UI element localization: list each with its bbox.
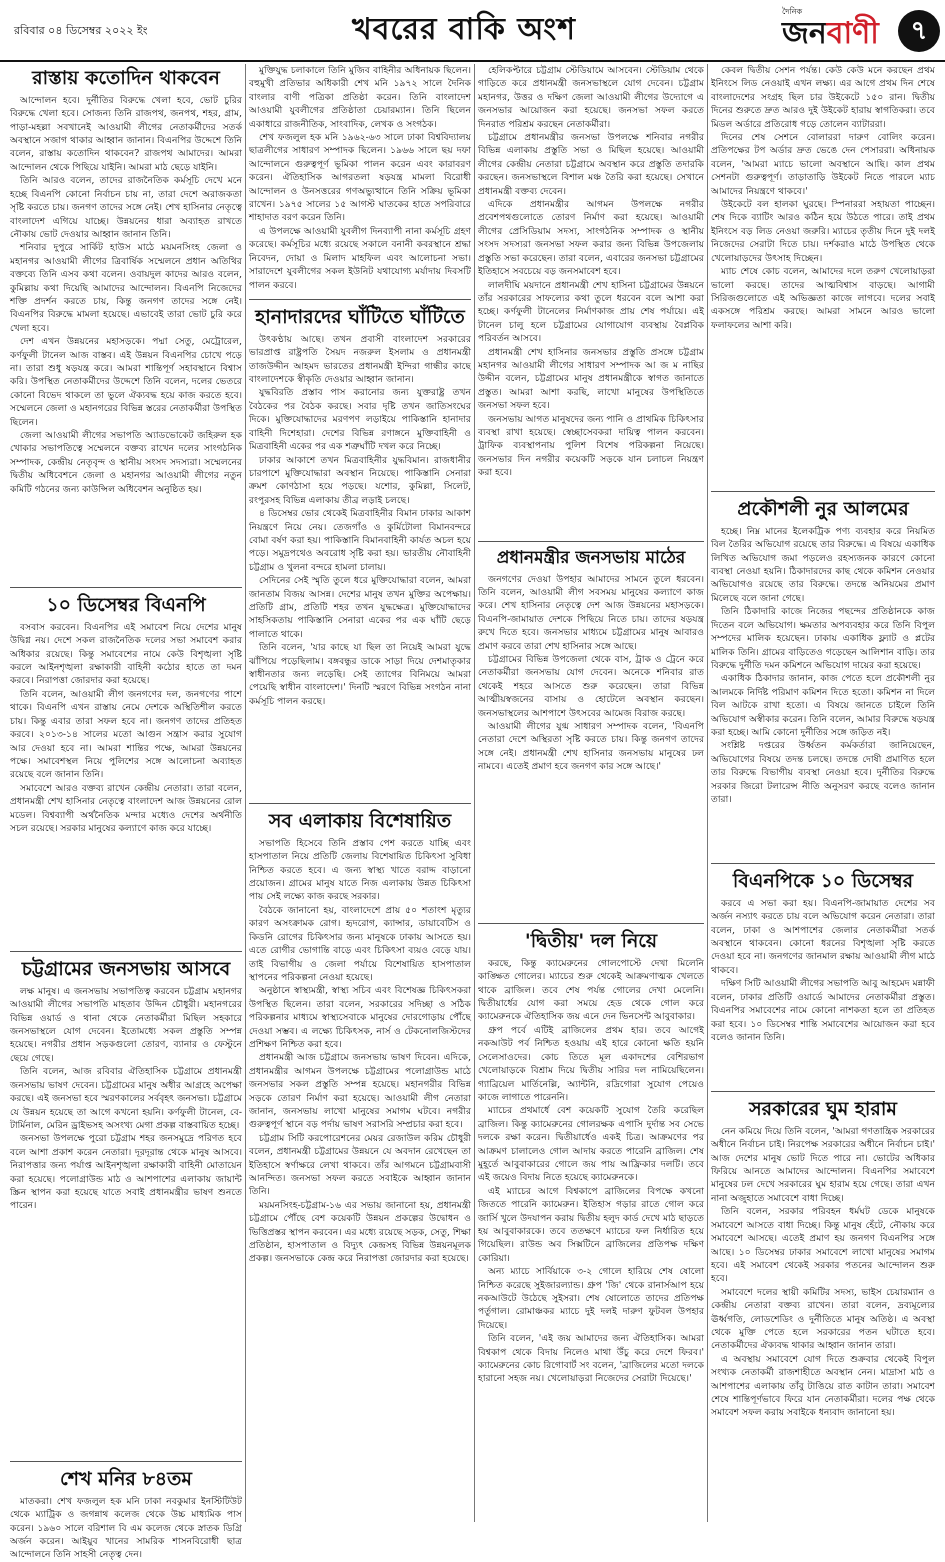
article-paragraph: জনসভায় আগত মানুষদের জন্য পানি ও প্রাথমিক চিকিৎসার ব্যবস্থা রাখা হয়েছে। স্বেচ্ছাসেবকরা দায়িত্ব পালন করবেন। ট্রাফিক ব্যবস্থাপনায় পুলিশ বিশেষ পরিকল্পনা নিয়েছে। জনসভার দিন নগরীর কয়েকটি সড়কে যান চলাচল নিয়ন্ত্রণ করা হবে।: [478, 413, 704, 479]
article-paragraph: শেখ ফজলুল হক মনি ১৯৬২-৬৩ সালে ঢাকা বিশ্ববিদ্যালয় ছাত্রলীগের সাধারণ সম্পাদক ছিলেন। ১৯৬৬ সালে ছয় দফা আন্দোলনে গুরুত্বপূর্ণ ভূমিকা পালন করেন এবং কারাবরণ করেন। ঐতিহাসিক আগরতলা ষড়যন্ত্র মামলা বিরোধী আন্দোলন ও উনসত্তরের গণঅভ্যুত্থানে তিনি সক্রিয় ভূমিকা রাখেন। ১৯৭৫ সালের ১৫ আগস্ট ঘাতকের হাতে সপরিবারে শাহাদাত বরণ করেন তিনি।: [249, 132, 471, 224]
article-paragraph: প্রধানমন্ত্রী আজ চট্টগ্রামে জনসভায় ভাষণ দিবেন। এদিকে, প্রধানমন্ত্রীর আগমন উপলক্ষে চট্টগ্রামের পলোগ্রাউন্ড মাঠে জনসভার সকল প্রস্তুতি সম্পন্ন হয়েছে। মহানগরীর বিভিন্ন সড়কে তোরণ নির্মাণ করা হয়েছে। আওয়ামী লীগ নেতারা জানান, জনসভায় লাখো মানুষের সমাগম ঘটবে। নগরীর গুরুত্বপূর্ণ স্থানে বড় পর্দায় ভাষণ সরাসরি সম্প্রচার করা হবে।: [249, 1052, 471, 1131]
article-paragraph: সভাপতি হিসেবে তিনি প্রস্তাব পেশ করতে যাচ্ছি এবং হাসপাতাল নিয়ে প্রতিটি জেলায় বিশেষায়িত চিকিৎসা সুবিধা নিশ্চিত করতে হবে। এ জন্য স্বাস্থ্য খাতে বরাদ্দ বাড়ানো প্রয়োজন। গ্রামের মানুষ যাতে নিজ এলাকায় উন্নত চিকিৎসা পায় সেই লক্ষ্যে কাজ করছে সরকার।: [249, 837, 471, 903]
page-number-badge: ৭: [898, 10, 940, 52]
article-paragraph: হচ্ছে। নিম্ন মানের ইলেকট্রিক পণ্য ব্যবহার করে নিয়মিত বিল তৈরির অভিযোগ রয়েছে তার বিরুদ্ধে। এ বিষয়ে একাধিক লিখিত অভিযোগ জমা পড়লেও রহস্যজনক কারণে কোনো ব্যবস্থা নেওয়া হয়নি। ঠিকাদারদের কাছ থেকে কমিশন নেওয়ার অভিযোগও রয়েছে তার বিরুদ্ধে। তদন্তে অনিয়মের প্রমাণ মিলেছে বলে জানা গেছে।: [711, 525, 935, 604]
article-chattogram: [10, 948, 242, 1456]
column-rule: [245, 64, 246, 1522]
article-second-team: [478, 920, 704, 1522]
article-paragraph: বসবাস করবেন। বিএনপির এই সমাবেশ নিয়ে দেশের মানুষ উদ্বিগ্ন নয়। দেশে সকল রাজনৈতিক দলের সভা সমাবেশ করার অধিকার রয়েছে। কিন্তু সমাবেশের নামে কেউ বিশৃঙ্খলা সৃষ্টি করলে আইনশৃঙ্খলা রক্ষাকারী বাহিনী কঠোর হাতে তা দমন করবে। নিরাপত্তা জোরদার করা হয়েছে।: [10, 621, 242, 687]
divider: [711, 491, 935, 492]
article-paragraph: প্রধানমন্ত্রী শেখ হাসিনার জনসভার প্রস্তুতি প্রসঙ্গে চট্টগ্রাম মহানগর আওয়ামী লীগের সাধারণ সম্পাদক আ জ ম নাছির উদ্দীন বলেন, চট্টগ্রামের মানুষ প্রধানমন্ত্রীকে স্বাগত জানাতে প্রস্তুত। আমরা আশা করছি, লাখো মানুষের উপস্থিতিতে জনসভা সফল হবে।: [478, 346, 704, 412]
section-title-box: [296, 8, 632, 52]
article-paragraph: এ উপলক্ষে আওয়ামী যুবলীগ দিনব্যাপী নানা কর্মসূচি গ্রহণ করেছে। কর্মসূচির মধ্যে রয়েছে সকালে বনানী কবরস্থানে শ্রদ্ধা নিবেদন, দোয়া ও মিলাদ মাহফিল এবং আলোচনা সভা। সারাদেশে যুবলীগের সকল ইউনিট যথাযোগ্য মর্যাদায় দিবসটি পালন করবে।: [249, 225, 471, 291]
logo-wordmark: [782, 14, 879, 54]
article-paragraph: উইকেটে বল হালকা ঘুরছে। স্পিনাররা সহায়তা পাচ্ছেন। শেষ দিকে ব্যাটিং আরও কঠিন হয়ে উঠতে পারে। তাই প্রথম ইনিংসে বড় লিড নেওয়া জরুরি। ম্যাচের তৃতীয় দিনে দুই দলই নিজেদের সেরাটা দিতে চায়। দর্শকরাও মাঠে উপস্থিত থেকে খেলোয়াড়দের উৎসাহ দিচ্ছেন।: [711, 199, 935, 264]
headline-govt-sleep: সরকারের ঘুম হারাম: [749, 1098, 897, 1120]
article-specialized: [249, 800, 471, 1522]
column-2: [249, 64, 471, 1522]
article-paragraph: গ্রুপ পর্বে এটিই ব্রাজিলের প্রথম হার। তবে আগেই নকআউট পর্ব নিশ্চিত হওয়ায় এই হারে কোনো ক্ষতি হয়নি সেলেসাওদের। কোচ তিতে মূল একাদশের বেশিরভাগ খেলোয়াড়কে বিশ্রাম দিয়ে দ্বিতীয় সারির দল নামিয়েছিলেন। গ্যাব্রিয়েল মার্তিনেল্লি, অ্যান্টনি, রদ্রিগোরা সুযোগ পেয়েও কাজে লাগাতে পারেননি।: [478, 1024, 704, 1103]
logo-daily-label: দৈনিক: [782, 7, 803, 16]
issue-date: রবিবার ০৪ ডিসেম্বর ২০২২ ইং: [14, 24, 148, 37]
headline-chattogram: চট্টগ্রামের জনসভায় আসবে: [21, 958, 231, 980]
article-paragraph: উৎকণ্ঠায় আছে। তখন প্রবাসী বাংলাদেশ সরকারের ভারপ্রাপ্ত রাষ্ট্রপতি সৈয়দ নজরুল ইসলাম ও প্রধানমন্ত্রী তাজউদ্দীন আহমদ ভারতের প্রধানমন্ত্রী ইন্দিরা গান্ধীর কাছে বাংলাদেশকে স্বীকৃতি দেওয়ার আহ্বান জানান।: [249, 333, 471, 386]
article-paragraph: ৪ ডিসেম্বর ভোর থেকেই মিত্রবাহিনীর বিমান ঢাকার আকাশ নিয়ন্ত্রণে নিয়ে নেয়। তেজগাঁও ও কুর্মিটোলা বিমানবন্দরে বোমা বর্ষণ করা হয়। পাকিস্তানি বিমানবাহিনী কার্যত অচল হয়ে পড়ে। সমুদ্রপথেও অবরোধ সৃষ্টি করা হয়। ভারতীয় নৌবাহিনী চট্টগ্রাম ও খুলনা বন্দরে হামলা চালায়।: [249, 508, 471, 573]
column-rule: [474, 64, 475, 1522]
article-paragraph: এদিকে প্রধানমন্ত্রীর আগমন উপলক্ষে নগরীর প্রবেশপথগুলোতে তোরণ নির্মাণ করা হয়েছে। আওয়ামী লীগের প্রেসিডিয়াম সদস্য, সাংগঠনিক সম্পাদক ও স্থানীয় সংসদ সদস্যরা জনসভা সফল করার জন্য বিভিন্ন উপজেলায় প্রস্তুতি সভা করেছেন। তারা বলেন, এবারের জনসভা চট্টগ্রামের ইতিহাসে সবচেয়ে বড় জনসমাবেশ হবে।: [478, 199, 704, 278]
article-cricket-cont: [711, 64, 935, 484]
article-rastay: [10, 64, 242, 580]
article-paragraph: চট্টগ্রামের বিভিন্ন উপজেলা থেকে বাস, ট্রাক ও ট্রেনে করে নেতাকর্মীরা জনসভায় যোগ দেবেন। অনেকে শনিবার রাত থেকেই শহরে আসতে শুরু করেছেন। তারা বিভিন্ন আত্মীয়স্বজনের বাসায় ও হোটেলে অবস্থান করছেন। জনসভাস্থলের আশপাশে উৎসবের আমেজ বিরাজ করছে।: [478, 653, 704, 719]
headline-rastay: রাস্তায় কতোদিন থাকবেন: [32, 67, 220, 89]
article-sheikh-moni-cont: [249, 64, 471, 292]
article-paragraph: সংশ্লিষ্ট দপ্তরের উর্ধ্বতন কর্মকর্তারা জানিয়েছেন, অভিযোগের বিষয়ে তদন্ত চলছে। তদন্তে দোষী প্রমাণিত হলে তার বিরুদ্ধে বিভাগীয় ব্যবস্থা নেওয়া হবে। দুর্নীতির বিরুদ্ধে সরকার জিরো টলারেন্স নীতি অনুসরণ করছে বলেও জানান তারা।: [711, 740, 935, 805]
logo-part1: জন: [782, 16, 827, 51]
headline-10-december: ১০ ডিসেম্বর বিএনপি: [46, 594, 206, 616]
article-paragraph: আওয়ামী লীগের যুগ্ম সাধারণ সম্পাদক বলেন, 'বিএনপি নেতারা দেশে অস্থিরতা সৃষ্টি করতে চায়। কিন্তু জনগণ তাদের সঙ্গে নেই। প্রধানমন্ত্রী শেখ হাসিনার জনসভায় মানুষের ঢল নামবে। এতেই প্রমাণ হবে জনগণ কার সঙ্গে আছে।': [478, 721, 704, 773]
article-columns: [10, 64, 935, 1561]
article-paragraph: চট্টগ্রাম সিটি করপোরেশনের মেয়র রেজাউল করিম চৌধুরী বলেন, প্রধানমন্ত্রী চট্টগ্রামের উন্নয়নে যে অবদান রেখেছেন তা ইতিহাসে স্বর্ণাক্ষরে লেখা থাকবে। তাঁর আগমনে চট্টগ্রামবাসী আনন্দিত। জনসভা সফল করতে সবাইকে আহ্বান জানান তিনি।: [249, 1132, 471, 1198]
headline-engineer: প্রকৌশলী নুর আলমের: [737, 498, 909, 520]
article-paragraph: তিনি বলেন, 'এই জয় আমাদের জন্য ঐতিহাসিক। আমরা বিশ্বকাপ থেকে বিদায় নিলেও মাথা উঁচু করে দেশে ফিরব।' ক্যামেরুনের কোচ রিগোবার্ট সং বলেন, 'ব্রাজিলের মতো দলকে হারানো সহজ নয়। খেলোয়াড়রা নিজেদের সেরাটা দিয়েছে।': [478, 1333, 704, 1385]
article-paragraph: জনসভা উপলক্ষে পুরো চট্টগ্রাম শহর জনসমুদ্রে পরিণত হবে বলে আশা প্রকাশ করেন নেতারা। দূরদূরান্ত থেকে মানুষ আসবে। নিরাপত্তার জন্য পর্যাপ্ত আইনশৃঙ্খলা রক্ষাকারী বাহিনী মোতায়েন করা হয়েছে। পলোগ্রাউন্ড মাঠ ও আশপাশের এলাকায় জায়ান্ট স্ক্রিন স্থাপন করা হয়েছে যাতে সবাই প্রধানমন্ত্রীর ভাষণ শুনতে পারেন।: [10, 1133, 242, 1212]
article-paragraph: একাধিক ঠিকাদার জানান, কাজ পেতে হলে প্রকৌশলী নুর আলমকে নির্দিষ্ট পরিমাণ কমিশন দিতে হতো। কমিশন না দিলে বিল আটকে রাখা হতো। এ বিষয়ে জানতে চাইলে তিনি অভিযোগ অস্বীকার করেন। তিনি বলেন, আমার বিরুদ্ধে ষড়যন্ত্র করা হচ্ছে। আমি কোনো দুর্নীতির সঙ্গে জড়িত নই।: [711, 673, 935, 738]
logo-part2: বাণী: [826, 16, 879, 51]
article-paragraph: হেলিকপ্টারে চট্টগ্রাম স্টেডিয়ামে আসবেন। স্টেডিয়াম থেকে গাড়িতে করে প্রধানমন্ত্রী জনসভাস্থলে যোগ দেবেন। চট্টগ্রাম মহানগর, উত্তর ও দক্ষিণ জেলা আওয়ামী লীগের উদ্যোগে এ জনসভার আয়োজন করা হয়েছে। জনসভা সফল করতে দিনরাত পরিশ্রম করছেন নেতাকর্মীরা।: [478, 65, 704, 130]
divider: [249, 299, 471, 300]
divider: [10, 587, 242, 588]
article-paragraph: এ অবস্থায় সমাবেশে যোগ দিতে শুক্রবার থেকেই বিপুল সংখ্যক নেতাকর্মী রাজশাহীতে অবস্থান নেন। মাদ্রাসা মাঠ ও আশপাশের এলাকায় তাঁবু টাঙিয়ে রাত কাটান তারা। সমাবেশ শেষে শান্তিপূর্ণভাবে ফিরে যান নেতাকর্মীরা। দলের পক্ষ থেকে সমাবেশ সফল করায় সবাইকে ধন্যবাদ জানানো হয়।: [711, 1353, 935, 1419]
divider: [10, 1461, 242, 1462]
article-paragraph: জেলা আওয়ামী লীগের সভাপতি অ্যাডভোকেট জহিরুল হক খোকার সভাপতিত্বে সম্মেলনে বক্তব্য রাখেন দলের সাংগঠনিক সম্পাদক, কেন্দ্রীয় নেতৃবৃন্দ ও স্থানীয় সংসদ সদস্যরা। সম্মেলনের দ্বিতীয় অধিবেশনে জেলা ও মহানগর আওয়ামী লীগের নতুন কমিটি গঠনের জন্য কাউন্সিল অধিবেশন অনুষ্ঠিত হয়।: [10, 430, 242, 495]
headline-bnp-10-dec: বিএনপিকে ১০ ডিসেম্বর: [732, 870, 914, 892]
article-paragraph: ম্যাচের প্রথমার্ধে বেশ কয়েকটি সুযোগ তৈরি করেছিল ব্রাজিল। কিন্তু ক্যামেরুনের গোলরক্ষক এপাসি দুর্দান্ত সব সেভে দলকে রক্ষা করেন। দ্বিতীয়ার্ধেও একই চিত্র। আক্রমণের পর আক্রমণ চালালেও গোল আদায় করতে পারেনি ব্রাজিল। শেষ মুহূর্তে আবুবাকারের গোলে জয় পায় আফ্রিকার দলটি। তবে এই জয়েও বিদায় নিতে হয়েছে ক্যামেরুনকে।: [478, 1105, 704, 1184]
janobani-logo: [782, 6, 892, 56]
article-paragraph: অনুষ্ঠানে স্বাস্থ্যমন্ত্রী, স্বাস্থ্য সচিব এবং বিশেষজ্ঞ চিকিৎসকরা উপস্থিত ছিলেন। তারা বলেন, সরকারের সদিচ্ছা ও সঠিক পরিকল্পনার মাধ্যমে স্বাস্থ্যসেবাকে মানুষের দোরগোড়ায় পৌঁছে দেওয়া সম্ভব। এ লক্ষ্যে চিকিৎসক, নার্স ও টেকনোলজিস্টদের প্রশিক্ষণ নিশ্চিত করা হবে।: [249, 985, 471, 1050]
headline-specialized: সব এলাকায় বিশেষায়িত: [268, 810, 452, 832]
article-paragraph: দিনের শেষ সেশনে বোলাররা দারুণ বোলিং করেন। প্রতিপক্ষের টপ অর্ডার দ্রুত ভেঙে দেন পেসাররা। অধিনায়ক বলেন, 'আমরা ম্যাচে ভালো অবস্থানে আছি। কাল প্রথম সেশনটা গুরুত্বপূর্ণ। তাড়াতাড়ি উইকেট নিতে পারলে ম্যাচ আমাদের নিয়ন্ত্রণে থাকবে।': [711, 132, 935, 197]
article-paragraph: তিনি ঠিকাদারি কাজে নিজের পছন্দের প্রতিষ্ঠানকে কাজ দিতেন বলে অভিযোগ। ক্ষমতার অপব্যবহার করে তিনি বিপুল সম্পদের মালিক হয়েছেন। ঢাকায় একাধিক ফ্ল্যাট ও প্লটের মালিক তিনি। গ্রামের বাড়িতেও গড়েছেন আলিশান বাড়ি। তার বিরুদ্ধে দুর্নীতি দমন কমিশনে অভিযোগ দায়ের করা হয়েছে।: [711, 606, 935, 671]
article-paragraph: দক্ষিণ সিটি আওয়ামী লীগের সভাপতি আবু আহমেদ মন্নাফী বলেন, ঢাকার প্রতিটি ওয়ার্ডে আমাদের নেতাকর্মীরা প্রস্তুত। বিএনপির সমাবেশের নামে কোনো নাশকতা হলে তা প্রতিহত করা হবে। ১০ ডিসেম্বর শান্তি সমাবেশের আয়োজন করা হবে বলেও জানান তিনি।: [711, 978, 935, 1043]
article-paragraph: জনগণের দেওয়া উপহার আমাদের সামনে তুলে ধরবেন। তিনি বলেন, আওয়ামী লীগ সবসময় মানুষের কল্যাণে কাজ করে। শেখ হাসিনার নেতৃত্বে দেশ আজ উন্নয়নের মহাসড়কে। বিএনপি-জামায়াত দেশকে পিছিয়ে নিতে চায়। তাদের ষড়যন্ত্র রুখে দিতে হবে। জনসভার মাধ্যমে চট্টগ্রামের মানুষ আবারও প্রমাণ করবে তারা শেখ হাসিনার সঙ্গে আছে।: [478, 573, 704, 652]
article-paragraph: দেশ এখন উন্নয়নের মহাসড়কে। পদ্মা সেতু, মেট্রোরেল, কর্ণফুলী টানেল আজ বাস্তব। এই উন্নয়ন বিএনপির চোখে পড়ে না। তারা শুধু ষড়যন্ত্র করে। আমরা শান্তিপূর্ণ সহাবস্থানে বিশ্বাস করি। উপস্থিত নেতাকর্মীদের উদ্দেশে তিনি বলেন, দলের ভেতরে কোনো বিভেদ থাকলে তা ভুলে ঐক্যবদ্ধ হয়ে কাজ করতে হবে। সম্মেলনে জেলা ও মহানগরের বিভিন্ন স্তরের নেতাকর্মীরা উপস্থিত ছিলেন।: [10, 336, 242, 428]
article-paragraph: শনিবার দুপুরে সার্কিট হাউস মাঠে ময়মনসিংহ জেলা ও মহানগর আওয়ামী লীগের ত্রিবার্ষিক সম্মেলনে প্রধান অতিথির বক্তব্যে তিনি এসব কথা বলেন। ওবায়দুল কাদের আরও বলেন, কুমিল্লায় কথা দিয়েছি আমাদের আন্দোলন। বিএনপি নিজেদের শক্তি প্রদর্শন করতে চায়, কিন্তু জনগণ তাদের সঙ্গে নেই। বিএনপির বিরুদ্ধে মামলা হয়েছে। এভাবেই তারা ভোট চুরি করে খেলা হবে।: [10, 242, 242, 334]
article-paragraph: করছে, কিন্তু ক্যামেরুনের গোলপোস্টে দেখা মিলেনি কাঙ্ক্ষিত গোলের। ম্যাচের শুরু থেকেই আক্রমণাত্মক খেলতে থাকে ব্রাজিল। তবে শেষ পর্যন্ত গোলের দেখা মেলেনি। দ্বিতীয়ার্ধের যোগ করা সময়ে হেড থেকে গোল করে ক্যামেরুনকে ঐতিহাসিক জয় এনে দেন ভিনসেন্ট আবুবাকার।: [478, 957, 704, 1023]
article-paragraph: সমাবেশে আরও বক্তব্য রাখেন কেন্দ্রীয় নেতারা। তারা বলেন, প্রধানমন্ত্রী শেখ হাসিনার নেতৃত্বে বাংলাদেশ আজ উন্নয়নের রোল মডেল। বিশ্বব্যাপী অর্থনৈতিক মন্দার মধ্যেও দেশের অর্থনীতি সচল রয়েছে। সরকার মানুষের কল্যাণে কাজ করে যাচ্ছে।: [10, 782, 242, 834]
article-paragraph: তিনি বলেন, 'যার কাছে যা ছিল তা নিয়েই আমরা যুদ্ধে ঝাঁপিয়ে পড়েছিলাম। বঙ্গবন্ধুর ডাকে সাড়া দিয়ে দেশমাতৃকার স্বাধীনতার জন্য লড়েছি। সেই ত্যাগের বিনিময়ে আমরা পেয়েছি স্বাধীন বাংলাদেশ।' দিনটি স্মরণে বিভিন্ন সংগঠন নানা কর্মসূচি পালন করছে।: [249, 642, 471, 707]
section-title: খবরের বাকি অংশ: [352, 12, 576, 47]
article-paragraph: যুদ্ধবিরতি প্রস্তাব পাস করানোর জন্য যুক্তরাষ্ট্র তখন বৈঠকের পর বৈঠক করছে। সবার দৃষ্টি তখন জাতিসংঘের দিকে। মুক্তিযোদ্ধাদের মরণপণ লড়াইয়ে পাকিস্তানি হানাদার বাহিনী দিশেহারা। দেশের বিভিন্ন রণাঙ্গনে মুক্তিবাহিনী ও মিত্রবাহিনী একের পর এক শত্রুঘাঁটি দখল করে নিচ্ছে।: [249, 387, 471, 453]
article-paragraph: কেবল দ্বিতীয় সেশন পর্যন্ত। কেউ কেউ মনে করছেন প্রথম ইনিংসে লিড নেওয়াই এখন লক্ষ্য। এর আগে প্রথম দিন শেষে বাংলাদেশের সংগ্রহ ছিল চার উইকেটে ১৫০ রান। দ্বিতীয় দিনের শুরুতে দ্রুত আরও দুই উইকেট হারায় স্বাগতিকরা। তবে মিডল অর্ডারে প্রতিরোধ গড়ে তোলেন ব্যাটাররা।: [711, 65, 935, 130]
article-paragraph: লক্ষ মানুষ। এ জনসভায় সভাপতিত্ব করবেন চট্টগ্রাম মহানগর আওয়ামী লীগের সভাপতি মাহতাব উদ্দিন চৌধুরী। মহানগরের বিভিন্ন ওয়ার্ড ও থানা থেকে নেতাকর্মীরা মিছিল সহকারে জনসভাস্থলে যোগ দেবেন। ইতোমধ্যে সকল প্রস্তুতি সম্পন্ন হয়েছে। নগরীর প্রধান সড়কগুলো তোরণ, ব্যানার ও ফেস্টুনে ছেয়ে গেছে।: [10, 985, 242, 1064]
headline-hanadar: হানাদারদের ঘাঁটিতে ঘাঁটিতে: [255, 306, 465, 328]
article-paragraph: অন্য ম্যাচে সার্বিয়াকে ৩-২ গোলে হারিয়ে শেষ ষোলো নিশ্চিত করেছে সুইজারল্যান্ড। গ্রুপ 'জি' থেকে রানার্সআপ হয়ে নকআউটে উঠেছে সুইসরা। শেষ ষোলোতে তাদের প্রতিপক্ষ পর্তুগাল। রোমাঞ্চকর ম্যাচে দুই দলই দারুণ ফুটবল উপহার দিয়েছে।: [478, 1266, 704, 1331]
article-paragraph: আন্দোলন হবে। দুর্নীতির বিরুদ্ধে খেলা হবে, ভোট চুরির বিরুদ্ধে খেলা হবে। সোজন্য তিনি রাজপথ, জনপথ, শহর, গ্রাম, পাড়া-মহল্লা সবখানেই আওয়ামী লীগের নেতাকর্মীদের সতর্ক অবস্থানে সজাগ থাকার আহ্বান জানান। বিএনপির উদ্দেশে তিনি বলেন, রাস্তায় কতোদিন থাকবেন? রাজপথ আমাদের। আমরা আন্দোলন থেকে পিছিয়ে যাইনি। আমরা মাঠ ছেড়ে যাইনি।: [10, 94, 242, 173]
divider: [478, 541, 704, 542]
masthead: [0, 0, 945, 62]
article-paragraph: সমাবেশে দলের স্থায়ী কমিটির সদস্য, ভাইস চেয়ারম্যান ও কেন্দ্রীয় নেতারা বক্তব্য রাখেন। তারা বলেন, দ্রব্যমূল্যের ঊর্ধ্বগতি, লোডশেডিং ও দুর্নীতিতে মানুষ অতিষ্ঠ। এ অবস্থা থেকে মুক্তি পেতে হলে সরকারের পতন ঘটাতে হবে। নেতাকর্মীদের ঐক্যবদ্ধ থাকার আহ্বান জানান তারা।: [711, 1286, 935, 1352]
article-paragraph: মাতকরা। শেখ ফজলুল হক মনি ঢাকা নবকুমার ইনস্টিটিউট থেকে ম্যাট্রিক ও জগন্নাথ কলেজ থেকে উচ্চ মাধ্যমিক পাস করেন। ১৯৬০ সালে বরিশাল বি এম কলেজ থেকে স্নাতক ডিগ্রি অর্জন করেন। আইয়ুব খানের সামরিক শাসনবিরোধী ছাত্র আন্দোলনে তিনি সাহসী নেতৃত্ব দেন।: [10, 1495, 242, 1561]
column-rule: [707, 64, 708, 1522]
divider: [711, 1091, 935, 1092]
article-govt-sleep: [711, 1088, 935, 1522]
article-paragraph: ম্যাচ শেষে কোচ বলেন, আমাদের দলে তরুণ খেলোয়াড়রা ভালো করছে। তাদের আত্মবিশ্বাস বাড়ছে। আগামী সিরিজগুলোতে এই অভিজ্ঞতা কাজে লাগবে। দলের সবাই একসঙ্গে পরিশ্রম করছে। আমরা সামনে আরও ভালো ফলাফলের আশা করি।: [711, 266, 935, 331]
article-paragraph: করবে এ সভা করা হয়। বিএনপি-জামায়াত দেশের সব অর্জন নস্যাৎ করতে চায় বলে অভিযোগ করেন নেতারা। তারা বলেন, ঢাকা ও আশপাশের জেলার নেতাকর্মীরা সতর্ক অবস্থানে থাকবেন। কোনো ধরনের বিশৃঙ্খলা সৃষ্টি করতে দেওয়া হবে না। জনগণের জানমাল রক্ষায় আওয়ামী লীগ মাঠে থাকবে।: [711, 897, 935, 976]
article-paragraph: ময়মনসিংহ-চট্টগ্রাম-১৬ এর সভায় জানানো হয়, প্রধানমন্ত্রী চট্টগ্রামে পৌঁছে বেশ কয়েকটি উন্নয়ন প্রকল্পের উদ্বোধন ও ভিত্তিপ্রস্তর স্থাপন করবেন। এর মধ্যে রয়েছে সড়ক, সেতু, শিক্ষা প্রতিষ্ঠান, হাসপাতাল ও বিদ্যুৎ কেন্দ্রসহ বিভিন্ন উন্নয়নমূলক প্রকল্প। জনসভাকে কেন্দ্র করে নিরাপত্তা জোরদার করা হয়েছে।: [249, 1199, 471, 1265]
article-paragraph: ঢাকার আকাশে তখন মিত্রবাহিনীর যুদ্ধবিমান। রাজধানীর চারপাশে মুক্তিযোদ্ধারা অবস্থান নিয়েছে। পাকিস্তানি সেনারা ক্রমশ কোণঠাসা হয়ে পড়ছে। যশোর, কুমিল্লা, সিলেট, রংপুরসহ বিভিন্ন এলাকায় তীব্র লড়াই চলছে।: [249, 454, 471, 506]
article-paragraph: তিনি বলেন, আওয়ামী লীগ জনগণের দল, জনগণের পাশে থাকে। বিএনপি এখন রাস্তায় নেমে দেশকে অস্থিতিশীল করতে চায়। কিন্তু এবার তারা সফল হবে না। জনগণ তাদের প্রতিহত করবে। ২০১৩-১৪ সালের মতো আগুন সন্ত্রাস করার সুযোগ আর দেওয়া হবে না। আমরা শান্তির পক্ষে, আমরা উন্নয়নের পক্ষে। সমাবেশস্থল নিয়ে পুলিশের সঙ্গে আলোচনা অব্যাহত রয়েছে বলে জানান তিনি।: [10, 688, 242, 781]
headline-sheikh-moni: শেখ মনির ৮৪তম: [60, 1468, 192, 1490]
article-engineer: [711, 488, 935, 856]
divider: [711, 863, 935, 864]
headline-second-team: 'দ্বিতীয়' দল নিয়ে: [524, 930, 658, 952]
article-bnp-10-dec: [711, 860, 935, 1084]
article-10-december: [10, 584, 242, 944]
article-paragraph: তিনি বলেন, সরকার পরিবহন ধর্মঘট ডেকে মানুষকে সমাবেশে আসতে বাধা দিচ্ছে। কিন্তু মানুষ হেঁটে, নৌকায় করে সমাবেশে আসছে। এতেই প্রমাণ হয় জনগণ বিএনপির সঙ্গে আছে। ১০ ডিসেম্বর ঢাকার সমাবেশে লাখো মানুষের সমাগম হবে। এই সমাবেশ থেকেই সরকার পতনের আন্দোলন শুরু হবে।: [711, 1206, 935, 1285]
article-paragraph: চট্টগ্রামে প্রধানমন্ত্রীর জনসভা উপলক্ষে শনিবার নগরীর বিভিন্ন এলাকায় প্রস্তুতি সভা ও মিছিল হয়েছে। আওয়ামী লীগের কেন্দ্রীয় নেতারা চট্টগ্রামে অবস্থান করে প্রস্তুতি তদারকি করছেন। জনসভাস্থলে বিশাল মঞ্চ তৈরি করা হয়েছে। সেখানে প্রধানমন্ত্রী বক্তব্য দেবেন।: [478, 132, 704, 197]
divider: [249, 803, 471, 804]
article-paragraph: লালদীঘি ময়দানে প্রধানমন্ত্রী শেখ হাসিনা চট্টগ্রামের উন্নয়নে তাঁর সরকারের সাফল্যের কথা তুলে ধরবেন বলে আশা করা হচ্ছে। কর্ণফুলী টানেলের নির্মাণকাজ প্রায় শেষ পর্যায়ে। এই টানেল চালু হলে চট্টগ্রামের যোগাযোগ ব্যবস্থায় বৈপ্লবিক পরিবর্তন আসবে।: [478, 279, 704, 345]
article-sheikh-moni: [10, 1458, 242, 1561]
column-4: [711, 64, 935, 1522]
divider: [478, 923, 704, 924]
column-1: [10, 64, 242, 1561]
article-paragraph: তিনি বলেন, আজ রবিবার ঐতিহাসিক চট্টগ্রামে প্রধানমন্ত্রী জনসভায় ভাষণ দেবেন। চট্টগ্রামের মানুষ অধীর আগ্রহে অপেক্ষা করছে। এই জনসভা হবে স্মরণকালের সর্ববৃহৎ জনসভা। চট্টগ্রামে যে উন্নয়ন হয়েছে তা আগে কখনো হয়নি। কর্ণফুলী টানেল, বে-টার্মিনাল, মেরিন ড্রাইভসহ অসংখ্য মেগা প্রকল্প বাস্তবায়িত হচ্ছে।: [10, 1066, 242, 1131]
article-paragraph: তিনি আরও বলেন, তাদের রাজনৈতিক কর্মসূচি দেখে মনে হচ্ছে বিএনপি কোনো নির্বাচন চায় না, তারা দেশে অরাজকতা সৃষ্টি করতে চায়। জনগণ তাদের সঙ্গে নেই। শেখ হাসিনার নেতৃত্বে বাংলাদেশ এগিয়ে যাচ্ছে। উন্নয়নের ধারা অব্যাহত রাখতে নৌকায় ভোট দেওয়ার আহ্বান জানান তিনি।: [10, 175, 242, 240]
article-paragraph: সেদিনের সেই স্মৃতি তুলে ধরে মুক্তিযোদ্ধারা বলেন, আমরা জানতাম বিজয় আসন্ন। দেশের মানুষ তখন মুক্তির অপেক্ষায়। প্রতিটি গ্রাম, প্রতিটি শহর তখন যুদ্ধক্ষেত্র। মুক্তিযোদ্ধাদের সাহসিকতায় পাকিস্তানি সেনারা একের পর এক ঘাঁটি ছেড়ে পালাতে থাকে।: [249, 575, 471, 640]
article-paragraph: বৈঠকে জানানো হয়, বাংলাদেশে প্রায় ৫০ শতাংশ মৃত্যুর কারণ অসংক্রামক রোগ। হৃদরোগ, ক্যান্সার, ডায়াবেটিস ও কিডনি রোগের চিকিৎসার জন্য মানুষকে ঢাকায় আসতে হয়। এতে রোগীর ভোগান্তি বাড়ে এবং চিকিৎসা ব্যয়ও বেড়ে যায়। তাই বিভাগীয় ও জেলা পর্যায়ে বিশেষায়িত হাসপাতাল স্থাপনের পরিকল্পনা নেওয়া হয়েছে।: [249, 904, 471, 983]
article-paragraph: মুক্তিযুদ্ধ চলাকালে তিনি মুজিব বাহিনীর অধিনায়ক ছিলেন। বহুমুখী প্রতিভার অধিকারী শেখ মনি ১৯৭২ সালে দৈনিক বাংলার বাণী পত্রিকা প্রতিষ্ঠা করেন। তিনি বাংলাদেশ আওয়ামী যুবলীগের প্রতিষ্ঠাতা চেয়ারম্যান। তিনি ছিলেন একাধারে রাজনীতিক, সাংবাদিক, লেখক ও সংগঠক।: [249, 65, 471, 130]
article-jonosova-cont: [478, 64, 704, 534]
article-paragraph: নেন কমিয়ে দিয়ে তিনি বলেন, 'আমরা গণতান্ত্রিক সরকারের অধীনে নির্বাচন চাই। নিরপেক্ষ সরকারের অধীনে নির্বাচন চাই।' আজ দেশের মানুষ ভোট দিতে পারে না। ভোটের অধিকার ফিরিয়ে আনতে আমাদের আন্দোলন। বিএনপির সমাবেশে মানুষের ঢল দেখে সরকারের ঘুম হারাম হয়ে গেছে। তারা এখন নানা অজুহাতে সমাবেশে বাধা দিচ্ছে।: [711, 1125, 935, 1204]
article-hanadar: [249, 296, 471, 796]
article-paragraph: এই ম্যাচের আগে বিশ্বকাপে ব্রাজিলের বিপক্ষে কখনো জিততে পারেনি ক্যামেরুন। ইতিহাস গড়ার রাতে গোল করে জার্সি খুলে উদযাপন করায় দ্বিতীয় হলুদ কার্ড দেখে মাঠ ছাড়তে হয় আবুবাকারকে। তবে ততক্ষণে ম্যাচের ফল নির্ধারিত হয়ে গিয়েছিল। রাউন্ড অব সিক্সটিনে ব্রাজিলের প্রতিপক্ষ দক্ষিণ কোরিয়া।: [478, 1185, 704, 1264]
headline-pm-rally: প্রধানমন্ত্রীর জনসভায় মাঠের: [496, 548, 686, 568]
divider: [10, 951, 242, 952]
column-3: [478, 64, 704, 1522]
article-pm-rally: [478, 538, 704, 916]
